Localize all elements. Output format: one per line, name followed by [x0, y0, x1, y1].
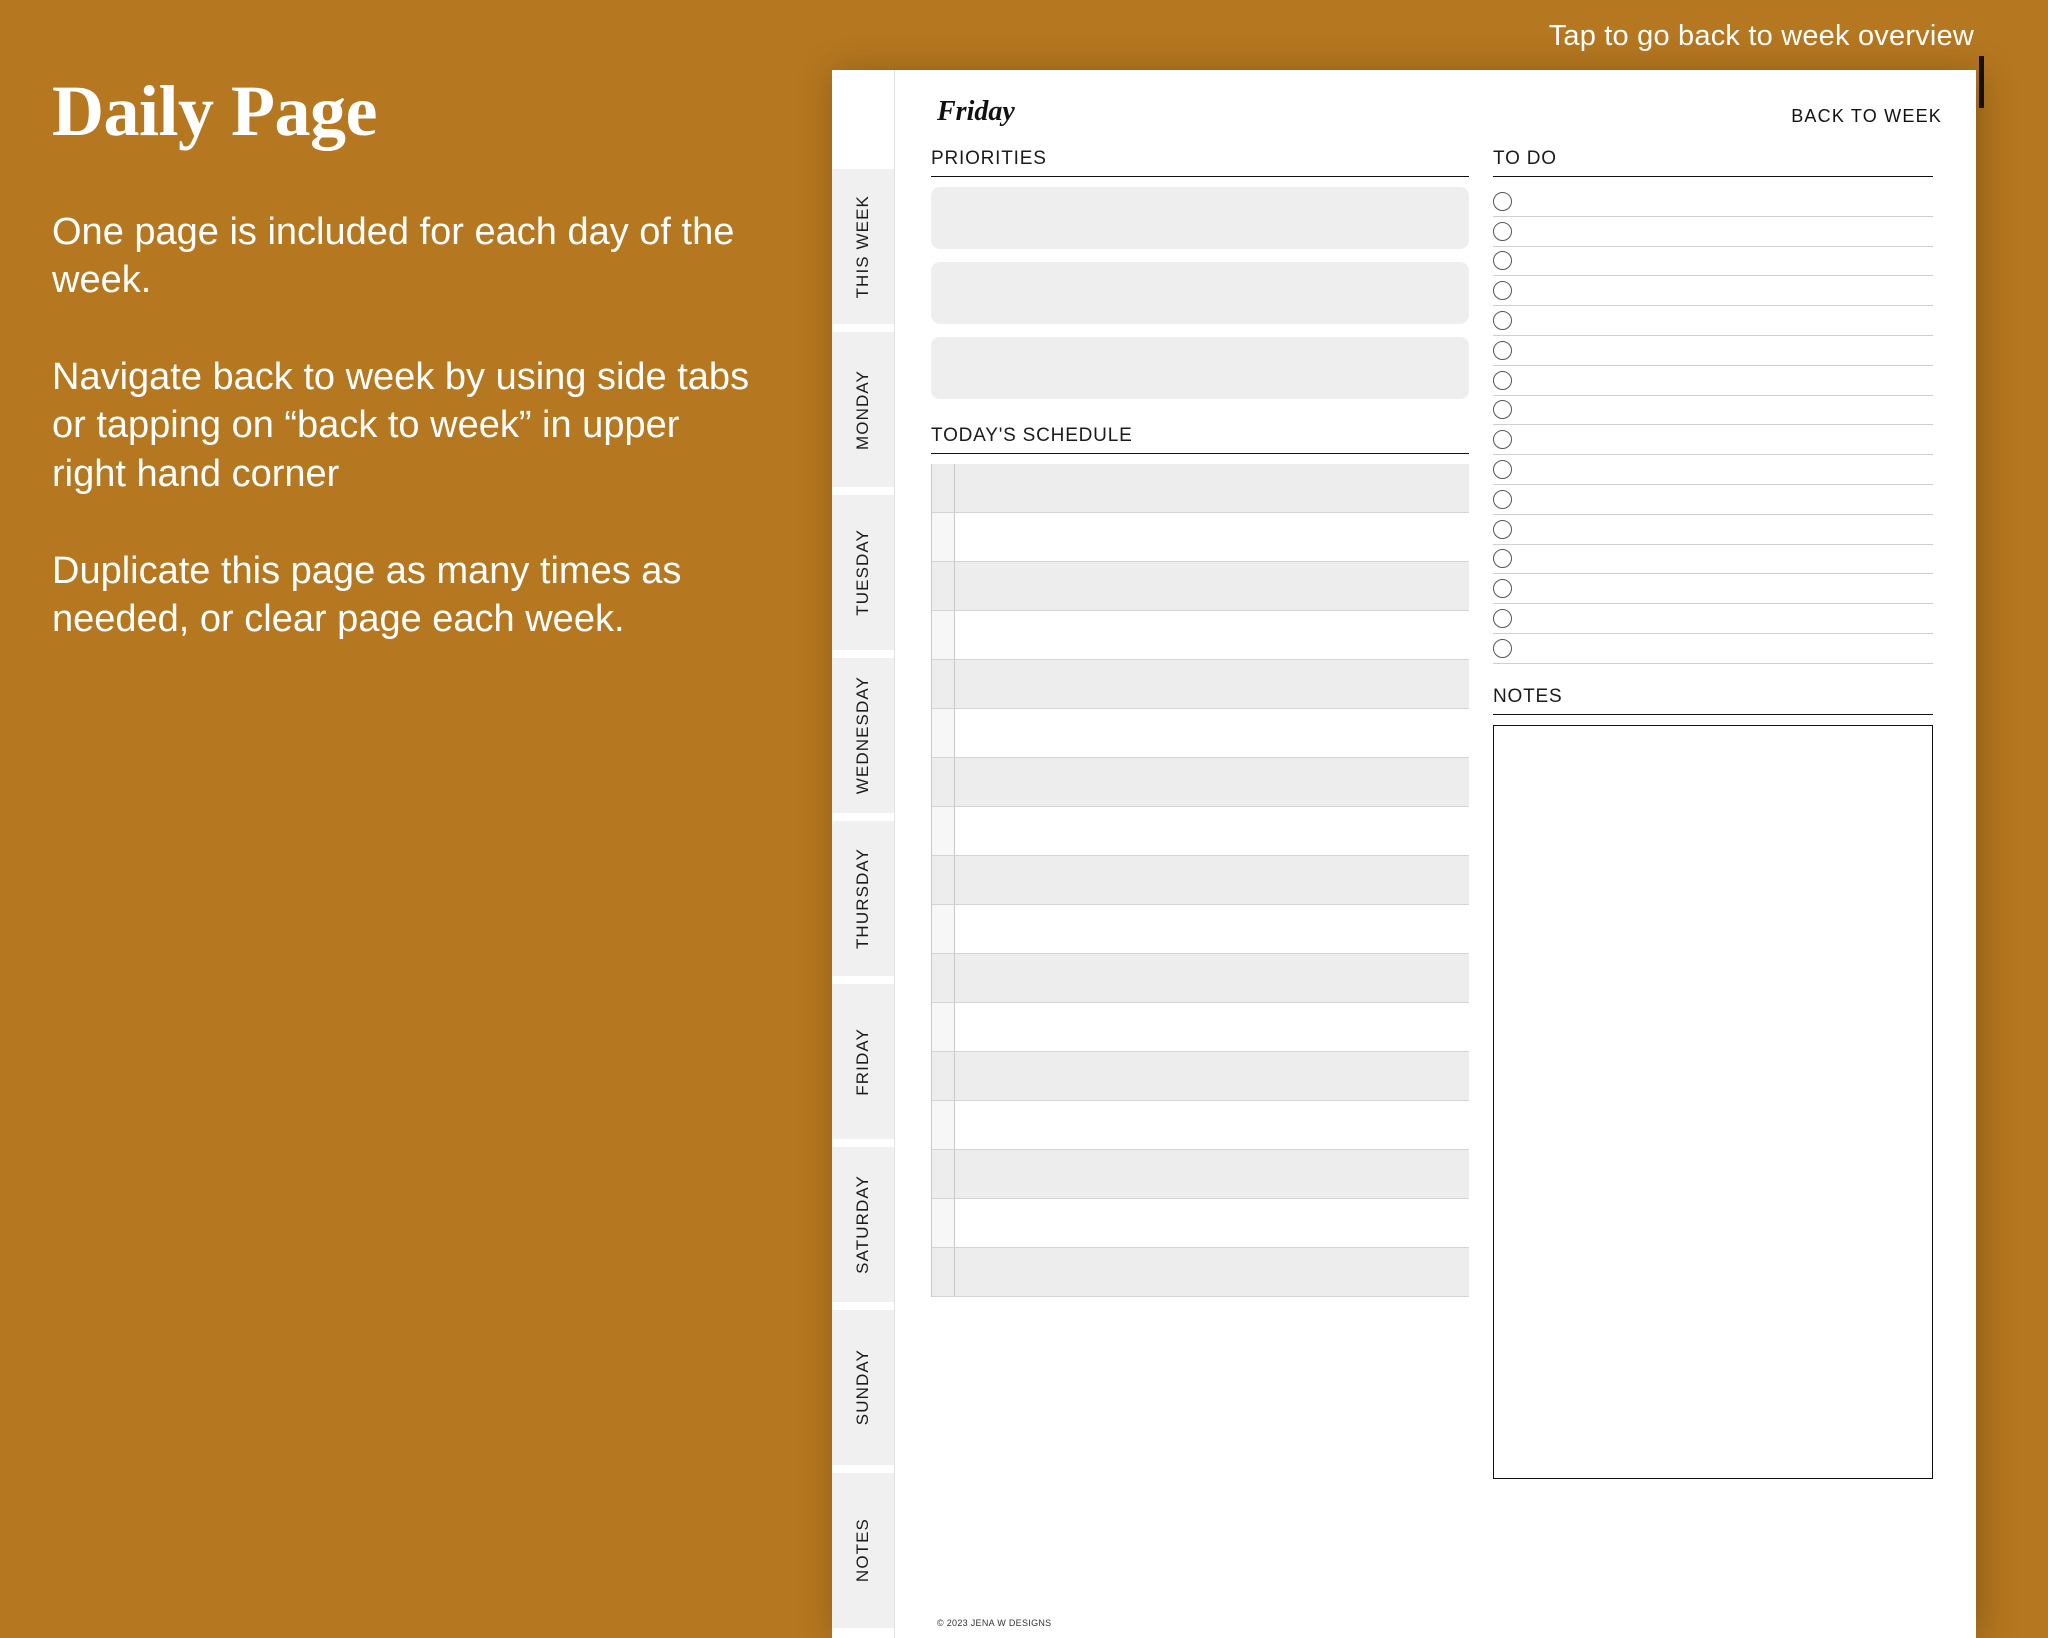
side-tab-notes[interactable] [832, 1472, 894, 1629]
side-tab-label: THIS WEEK [853, 194, 872, 299]
schedule-time-cell[interactable] [932, 660, 955, 708]
checkbox-circle-icon[interactable] [1493, 371, 1512, 390]
schedule-time-cell[interactable] [932, 1248, 955, 1296]
side-tab-label: THURSDAY [853, 847, 872, 950]
page-title: Daily Page [52, 71, 377, 151]
todo-row[interactable] [1493, 366, 1933, 396]
todo-row[interactable] [1493, 455, 1933, 485]
schedule-time-cell[interactable] [932, 464, 955, 512]
todo-list [1493, 187, 1933, 664]
schedule-row[interactable] [932, 1003, 1469, 1052]
schedule-entry-cell[interactable] [955, 1052, 1469, 1100]
planner-page-body [895, 70, 1976, 1638]
schedule-label: TODAY'S SCHEDULE [931, 425, 1469, 454]
schedule-entry-cell[interactable] [955, 1199, 1469, 1247]
schedule-entry-cell[interactable] [955, 660, 1469, 708]
side-tab-tuesday[interactable] [832, 494, 894, 651]
schedule-row[interactable] [932, 1052, 1469, 1101]
schedule-time-cell[interactable] [932, 1003, 955, 1051]
checkbox-circle-icon[interactable] [1493, 520, 1512, 539]
schedule-row[interactable] [932, 1101, 1469, 1150]
checkbox-circle-icon[interactable] [1493, 400, 1512, 419]
side-tab-label: MONDAY [853, 369, 872, 450]
schedule-row[interactable] [932, 660, 1469, 709]
checkbox-circle-icon[interactable] [1493, 341, 1512, 360]
schedule-row[interactable] [932, 611, 1469, 660]
checkbox-circle-icon[interactable] [1493, 609, 1512, 628]
schedule-time-cell[interactable] [932, 856, 955, 904]
schedule-row[interactable] [932, 1150, 1469, 1199]
todo-row[interactable] [1493, 276, 1933, 306]
schedule-time-cell[interactable] [932, 1199, 955, 1247]
day-title: Friday [937, 96, 1015, 127]
schedule-entry-cell[interactable] [955, 562, 1469, 610]
promo-paragraph-3: Duplicate this page as many times as needed, or clear page each week. [52, 549, 682, 641]
side-tab-label: SATURDAY [853, 1175, 872, 1274]
todo-row[interactable] [1493, 545, 1933, 575]
schedule-row[interactable] [932, 464, 1469, 513]
todo-label: TO DO [1493, 148, 1933, 177]
checkbox-circle-icon[interactable] [1493, 490, 1512, 509]
schedule-time-cell[interactable] [932, 905, 955, 953]
right-column [1493, 148, 1933, 1479]
schedule-entry-cell[interactable] [955, 709, 1469, 757]
schedule-time-cell[interactable] [932, 954, 955, 1002]
todo-row[interactable] [1493, 217, 1933, 247]
planner-header [931, 96, 1942, 148]
checkbox-circle-icon[interactable] [1493, 460, 1512, 479]
priority-field[interactable] [931, 262, 1469, 324]
notes-field[interactable] [1493, 725, 1933, 1479]
side-tab-label: SUNDAY [853, 1349, 872, 1426]
copyright-text: © 2023 JENA W DESIGNS [937, 1618, 1052, 1628]
priority-field[interactable] [931, 187, 1469, 249]
schedule-time-cell[interactable] [932, 1101, 955, 1149]
left-column [931, 148, 1469, 1479]
schedule-time-cell[interactable] [932, 562, 955, 610]
todo-row[interactable] [1493, 485, 1933, 515]
schedule-row[interactable] [932, 1199, 1469, 1248]
schedule-entry-cell[interactable] [955, 1248, 1469, 1296]
planner-page [832, 70, 1976, 1638]
back-to-week-link[interactable]: BACK TO WEEK [1791, 106, 1942, 126]
todo-row[interactable] [1493, 574, 1933, 604]
schedule-row[interactable] [932, 856, 1469, 905]
checkbox-circle-icon[interactable] [1493, 549, 1512, 568]
side-tab-saturday[interactable] [832, 1146, 894, 1303]
todo-row[interactable] [1493, 604, 1933, 634]
schedule-row[interactable] [932, 513, 1469, 562]
side-tab-this-week[interactable] [832, 168, 894, 325]
checkbox-circle-icon[interactable] [1493, 311, 1512, 330]
checkbox-circle-icon[interactable] [1493, 639, 1512, 658]
todo-row[interactable] [1493, 634, 1933, 664]
callout-text: Tap to go back to week overview [1548, 20, 1974, 52]
checkbox-circle-icon[interactable] [1493, 192, 1512, 211]
side-tab-label: TUESDAY [853, 529, 872, 616]
priorities-list [931, 187, 1469, 399]
side-tab-wednesday[interactable] [832, 657, 894, 814]
todo-row[interactable] [1493, 187, 1933, 217]
checkbox-circle-icon[interactable] [1493, 251, 1512, 270]
schedule-time-cell[interactable] [932, 709, 955, 757]
side-tab-sunday[interactable] [832, 1309, 894, 1466]
schedule-row[interactable] [932, 905, 1469, 954]
schedule-row[interactable] [932, 709, 1469, 758]
checkbox-circle-icon[interactable] [1493, 579, 1512, 598]
side-tab-label: NOTES [853, 1518, 872, 1583]
notes-label: NOTES [1493, 686, 1933, 715]
todo-row[interactable] [1493, 336, 1933, 366]
promo-paragraph-1: One page is included for each day of the week. [52, 210, 735, 302]
planner-columns [931, 148, 1942, 1479]
schedule-row[interactable] [932, 954, 1469, 1003]
schedule-entry-cell[interactable] [955, 954, 1469, 1002]
todo-row[interactable] [1493, 515, 1933, 545]
checkbox-circle-icon[interactable] [1493, 430, 1512, 449]
side-tab-label: WEDNESDAY [853, 676, 872, 795]
priority-field[interactable] [931, 337, 1469, 399]
schedule-entry-cell[interactable] [955, 1150, 1469, 1198]
schedule-entry-cell[interactable] [955, 1003, 1469, 1051]
schedule-time-cell[interactable] [932, 807, 955, 855]
schedule-entry-cell[interactable] [955, 611, 1469, 659]
checkbox-circle-icon[interactable] [1493, 222, 1512, 241]
schedule-time-cell[interactable] [932, 1052, 955, 1100]
side-tab-monday[interactable] [832, 331, 894, 488]
schedule-entry-cell[interactable] [955, 464, 1469, 512]
checkbox-circle-icon[interactable] [1493, 281, 1512, 300]
side-tab-thursday[interactable] [832, 820, 894, 977]
schedule-time-cell[interactable] [932, 513, 955, 561]
schedule-time-cell[interactable] [932, 611, 955, 659]
schedule-entry-cell[interactable] [955, 1101, 1469, 1149]
priorities-label: PRIORITIES [931, 148, 1469, 177]
todo-row[interactable] [1493, 425, 1933, 455]
schedule-entry-cell[interactable] [955, 513, 1469, 561]
todo-row[interactable] [1493, 396, 1933, 426]
schedule-entry-cell[interactable] [955, 856, 1469, 904]
schedule-time-cell[interactable] [932, 1150, 955, 1198]
schedule-row[interactable] [932, 1248, 1469, 1297]
schedule-row[interactable] [932, 758, 1469, 807]
schedule-time-cell[interactable] [932, 758, 955, 806]
todo-row[interactable] [1493, 247, 1933, 277]
schedule-entry-cell[interactable] [955, 758, 1469, 806]
side-tab-friday[interactable] [832, 983, 894, 1140]
promo-paragraph-2: Navigate back to week by using side tabs or tapping on “back to week” in upper right hand corner [52, 355, 750, 496]
side-tab-label: FRIDAY [853, 1027, 872, 1096]
side-tab-rail [832, 70, 895, 1638]
todo-row[interactable] [1493, 306, 1933, 336]
promo-panel [0, 0, 840, 1638]
schedule-entry-cell[interactable] [955, 905, 1469, 953]
schedule-entry-cell[interactable] [955, 807, 1469, 855]
schedule-row[interactable] [932, 807, 1469, 856]
schedule-row[interactable] [932, 562, 1469, 611]
schedule-grid [931, 464, 1469, 1297]
